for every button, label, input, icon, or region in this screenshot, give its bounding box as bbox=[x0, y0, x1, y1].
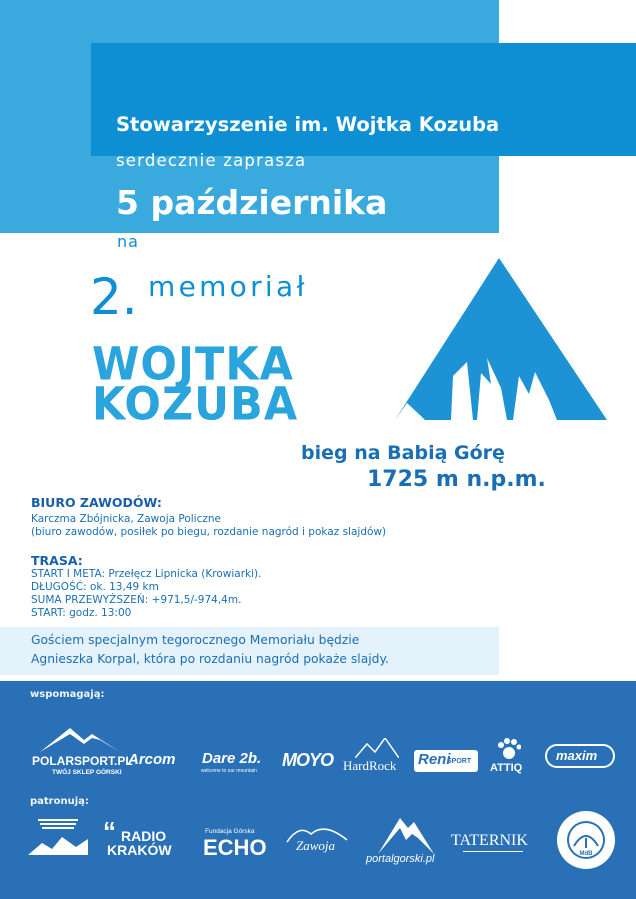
route-line: SUMA PRZEWYŻSZEŃ: +971,5/-974,4m. bbox=[31, 594, 242, 606]
park-seal-text: MdB bbox=[579, 851, 593, 857]
moyo-logo: MOYO bbox=[282, 750, 334, 770]
run-description: bieg na Babią Górę bbox=[301, 442, 505, 464]
reni-tagline: SPORT bbox=[447, 758, 472, 765]
maxim-logo: maxim bbox=[556, 748, 598, 763]
route-line: START I META: Przełęcz Lipnicka (Krowiarki). bbox=[31, 568, 262, 580]
portalgorski-mountain-icon bbox=[378, 814, 434, 854]
taternik-logo: TATERNIK bbox=[451, 832, 528, 849]
event-name-line2: KOZUBA bbox=[92, 378, 299, 432]
paw-icon bbox=[497, 738, 521, 760]
polarsport-logo: POLARSPORT.PL bbox=[32, 754, 133, 768]
invite-text: serdecznie zaprasza bbox=[116, 151, 307, 170]
polarsport-tagline: TWÓJ SKLEP GÓRSKI bbox=[52, 769, 122, 776]
dare2b-tagline: welcome to our mountain bbox=[201, 768, 257, 774]
attiq-logo: ATTIQ bbox=[490, 762, 523, 774]
hardrock-logo: HardRock bbox=[343, 758, 397, 773]
office-line: Karczma Zbójnicka, Zawoja Policzne bbox=[31, 513, 221, 525]
echo-logo: ECHO bbox=[203, 835, 267, 860]
organizer-name: Stowarzyszenie im. Wojtka Kozuba bbox=[116, 113, 500, 136]
altitude: 1725 m n.p.m. bbox=[367, 467, 546, 492]
portalgorski-logo: portalgorski.pl bbox=[366, 853, 435, 865]
mountain-icon bbox=[395, 258, 607, 420]
hardrock-mountain-icon bbox=[355, 738, 399, 758]
route-line: START: godz. 13:00 bbox=[31, 607, 132, 619]
polarsport-logo-icon bbox=[40, 726, 120, 752]
route-heading: TRASA: bbox=[31, 553, 83, 568]
quote-mark-icon: “ bbox=[103, 816, 116, 846]
guest-line1: Gościem specjalnym tegorocznego Memoriału będzie bbox=[31, 633, 360, 647]
radio-krakow-logo-line2: KRAKÓW bbox=[107, 842, 172, 858]
reni-logo: Reni bbox=[418, 751, 451, 768]
on-word: na bbox=[117, 232, 139, 251]
footer bbox=[0, 681, 636, 899]
supporters-heading: wspomagają: bbox=[30, 689, 105, 700]
dare2b-logo: Dare 2b. bbox=[202, 750, 262, 767]
taternik-underline bbox=[463, 851, 523, 852]
patrons-heading: patronują: bbox=[30, 796, 89, 807]
rescue-service-logo-icon bbox=[28, 815, 88, 855]
national-park-seal-icon bbox=[556, 810, 616, 870]
office-line: (biuro zawodów, posiłek po biegu, rozdanie nagród i pokaz slajdów) bbox=[31, 526, 387, 538]
event-date: 5 października bbox=[116, 183, 388, 222]
arcom-logo: Arcom bbox=[128, 751, 176, 768]
memorial-number: 2. bbox=[90, 268, 138, 326]
route-line: DŁUGOŚĆ: ok. 13,49 km bbox=[31, 581, 159, 593]
header-background-dark bbox=[91, 43, 636, 156]
office-heading: BIURO ZAWODÓW: bbox=[31, 495, 162, 510]
memorial-word: memoriał bbox=[148, 270, 308, 303]
guest-line2: Agnieszka Korpal, która po rozdaniu nagród pokaże slajdy. bbox=[31, 652, 389, 666]
echo-tagline: Fundacja Górska bbox=[205, 828, 255, 835]
zawoja-logo: Zawoja bbox=[296, 838, 336, 853]
radio-krakow-logo: RADIO bbox=[121, 828, 167, 844]
event-name-line1: WOJTKA bbox=[92, 338, 294, 392]
